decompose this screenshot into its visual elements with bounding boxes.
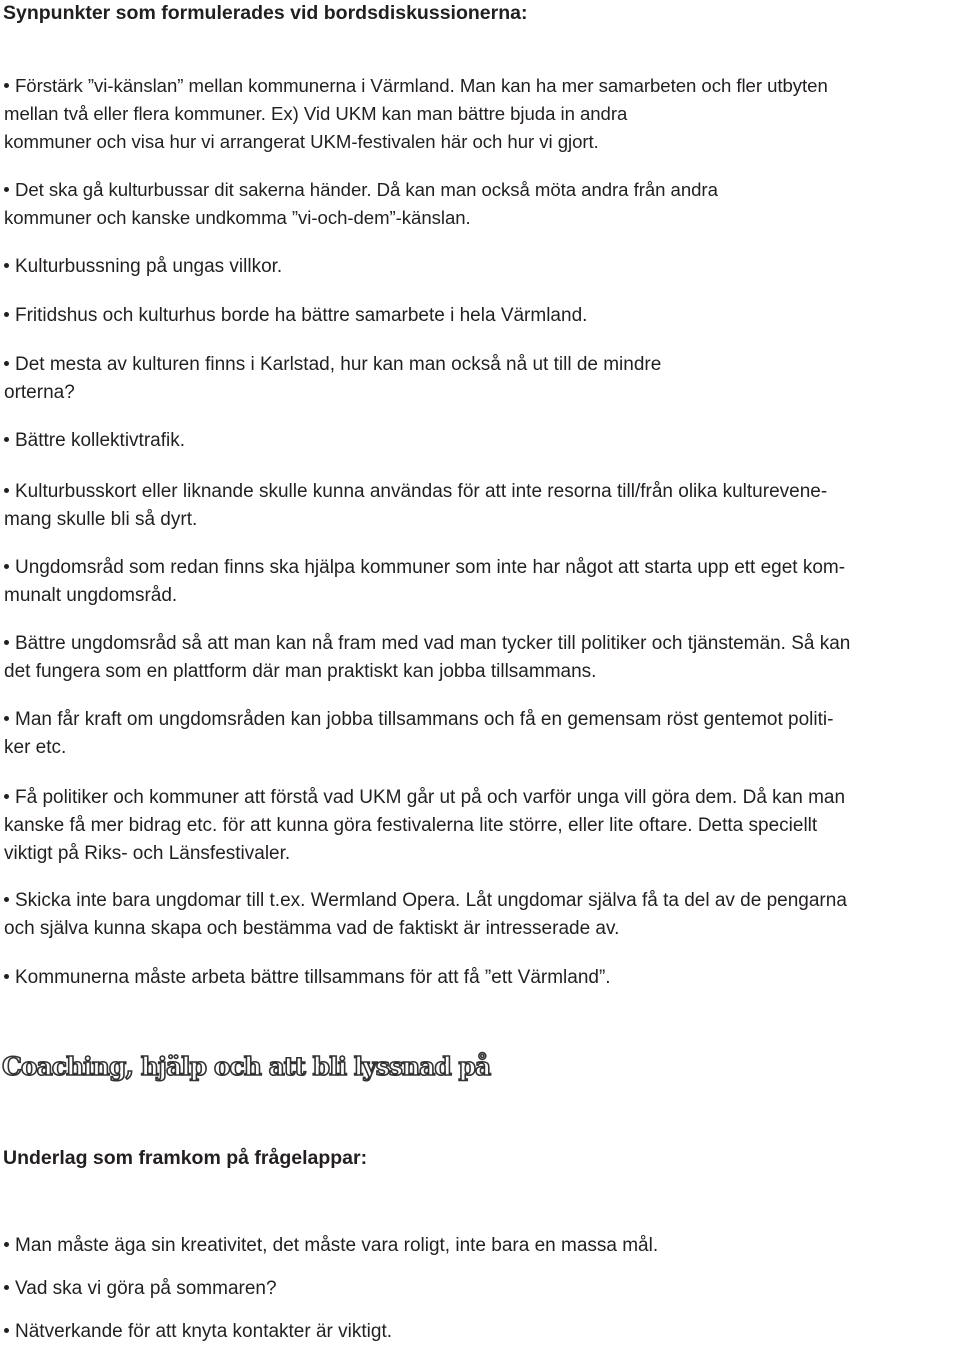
section-heading-discussions: Synpunkter som formulerades vid bordsdiskussionerna: xyxy=(3,2,528,24)
bullet-icon xyxy=(4,554,15,582)
list-item: Man får kraft om ungdomsråden kan jobba tillsammans och få en gemensam röst gentemot politi- ker etc. xyxy=(4,706,960,762)
bullet-icon xyxy=(4,478,15,506)
list-item: Skicka inte bara ungdomar till t.ex. Wermland Opera. Låt ungdomar själva få ta del av de pengarna och själva kunna skapa och bestämma vad de faktiskt är intresserade av. xyxy=(4,887,960,943)
bullet-icon xyxy=(4,630,15,658)
bullet-icon xyxy=(4,887,15,915)
list-item: Kulturbussning på ungas villkor. xyxy=(4,253,960,281)
list-item: Det mesta av kulturen finns i Karlstad, hur kan man också nå ut till de mindre orterna? xyxy=(4,351,960,407)
list-item: Det ska gå kulturbussar dit sakerna händer. Då kan man också möta andra från andra kommuner och kanske undkomma ”vi-och-dem”-känslan. xyxy=(4,176,960,232)
bullet-icon xyxy=(4,1318,15,1346)
bullet-icon xyxy=(4,964,15,992)
list-item: Kommunerna måste arbeta bättre tillsammans för att få ”ett Värmland”. xyxy=(4,964,960,992)
bullet-icon xyxy=(4,1275,15,1303)
list-item: Man måste äga sin kreativitet, det måste vara roligt, inte bara en massa mål. xyxy=(4,1232,960,1260)
list-item: Förstärk ”vi-känslan” mellan kommunerna i Värmland. Man kan ha mer samarbeten och fler utbyten mellan två eller flera kommuner. Ex) Vid UKM kan man bättre bjuda in andra kommuner och visa hur vi arrangerat UKM-festivalen här och hur vi gjort. xyxy=(4,72,960,156)
bullet-icon xyxy=(4,706,15,734)
list-item: Få politiker och kommuner att förstå vad UKM går ut på och varför unga vill göra dem. Då kan man kanske få mer bidrag etc. för att kunna göra festivalerna lite större, eller lite oftare. Detta speciellt viktigt på Riks- och Länsfestivaler. xyxy=(4,784,960,868)
section-heading-question-notes: Underlag som framkom på frågelappar: xyxy=(3,1147,368,1169)
list-item: Bättre kollektivtrafik. xyxy=(4,427,960,455)
bullet-icon xyxy=(4,784,15,812)
bullet-icon xyxy=(4,351,15,379)
list-item: Fritidshus och kulturhus borde ha bättre samarbete i hela Värmland. xyxy=(4,302,960,330)
list-item: Vad ska vi göra på sommaren? xyxy=(4,1275,960,1303)
list-item: Nätverkande för att knyta kontakter är viktigt. xyxy=(4,1318,960,1346)
bullet-icon xyxy=(4,176,15,204)
bullet-icon xyxy=(4,302,15,330)
bullet-icon xyxy=(4,72,15,100)
bullet-icon xyxy=(4,253,15,281)
list-item: Ungdomsråd som redan finns ska hjälpa kommuner som inte har något att starta upp ett eget kom- munalt ungdomsråd. xyxy=(4,554,960,610)
list-item: Kulturbusskort eller liknande skulle kunna användas för att inte resorna till/från olika kulturevene- mang skulle bli så dyrt. xyxy=(4,478,960,534)
list-item: Bättre ungdomsråd så att man kan nå fram med vad man tycker till politiker och tjänstemän. Så kan det fungera som en plattform där man praktiskt kan jobba tillsammans. xyxy=(4,630,960,686)
section-heading-coaching: Coaching, hjälp och att bli lyssnad på xyxy=(2,1052,491,1081)
bullet-icon xyxy=(4,1232,15,1260)
bullet-icon xyxy=(4,427,15,455)
